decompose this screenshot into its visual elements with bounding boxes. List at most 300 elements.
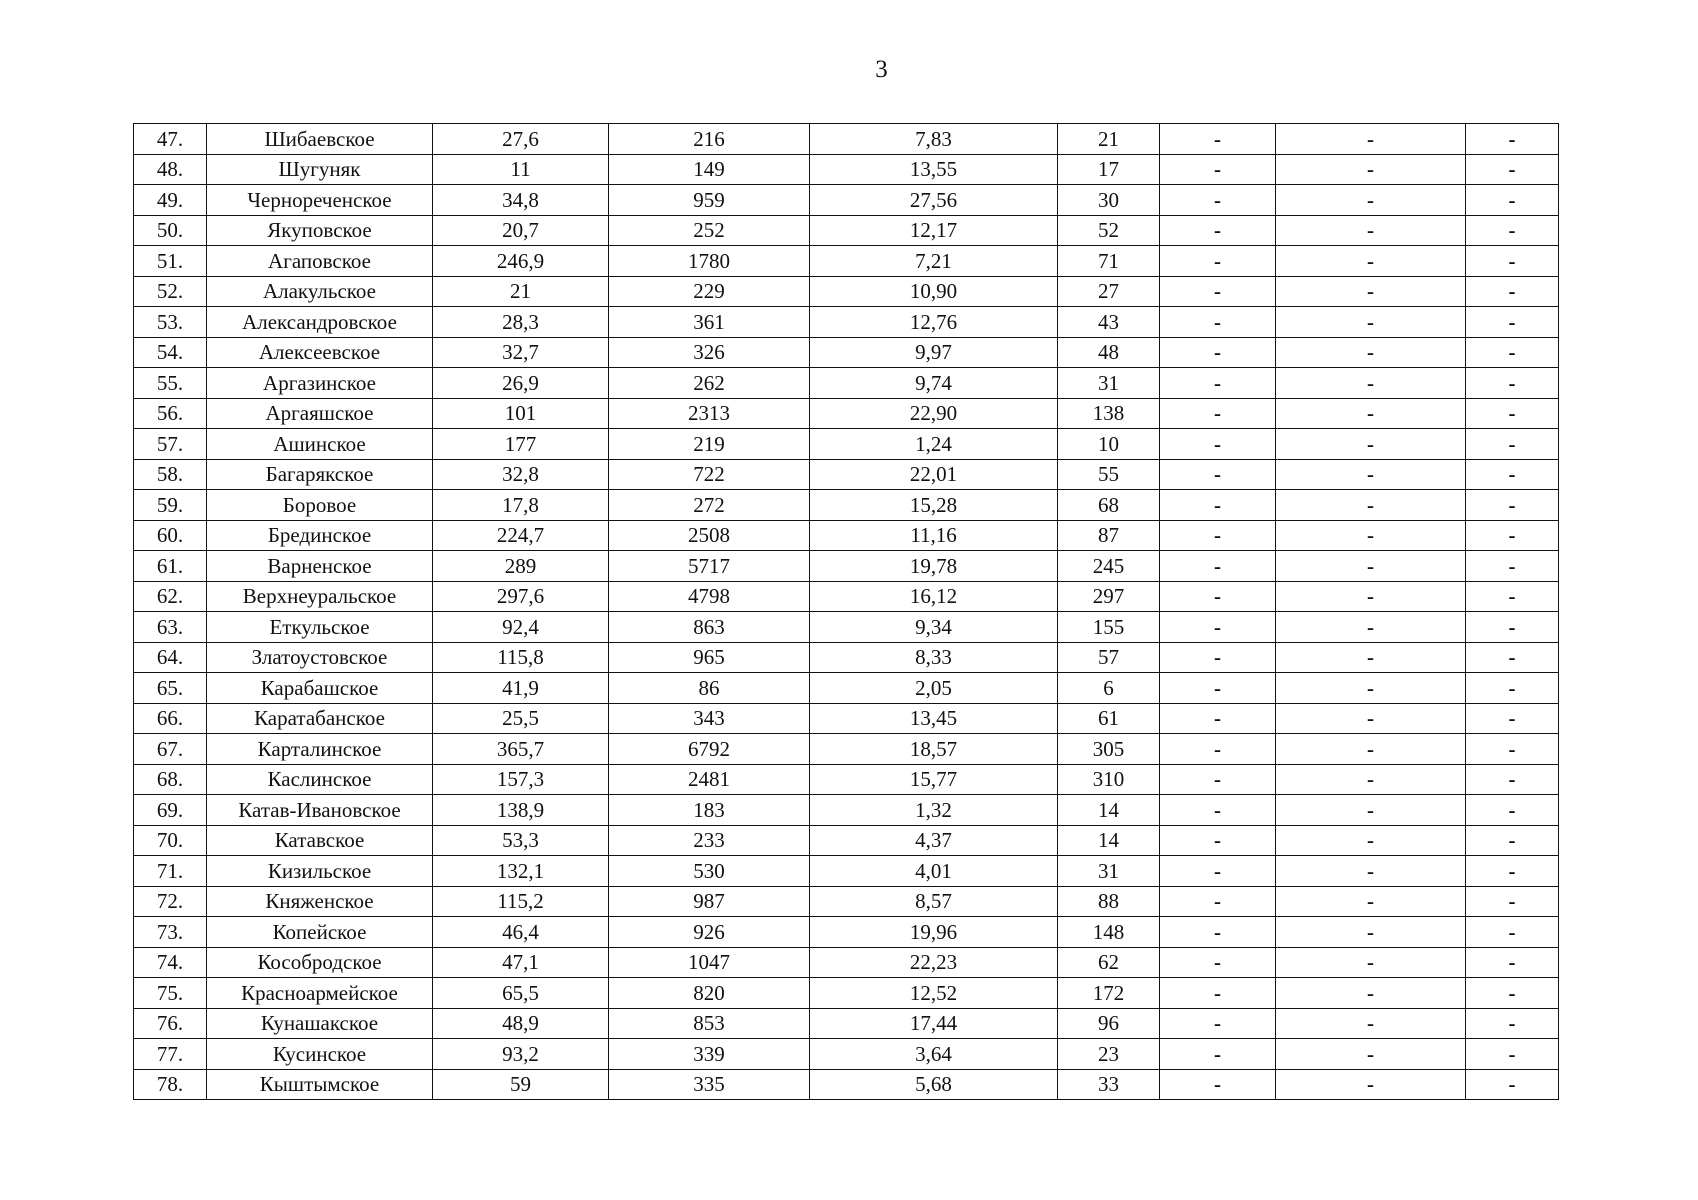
value-col-9: - — [1466, 795, 1559, 826]
value-col-4: 2508 — [609, 520, 810, 551]
value-col-5: 19,96 — [810, 917, 1058, 948]
row-number: 77. — [134, 1039, 207, 1070]
value-col-4: 722 — [609, 459, 810, 490]
value-col-3: 157,3 — [433, 764, 609, 795]
value-col-7: - — [1160, 368, 1276, 399]
value-col-8: - — [1276, 185, 1466, 216]
value-col-6: 245 — [1058, 551, 1160, 582]
value-col-6: 55 — [1058, 459, 1160, 490]
value-col-3: 11 — [433, 154, 609, 185]
value-col-4: 965 — [609, 642, 810, 673]
value-col-4: 86 — [609, 673, 810, 704]
settlement-name: Кунашакское — [207, 1008, 433, 1039]
value-col-6: 62 — [1058, 947, 1160, 978]
table-row — [134, 886, 1559, 917]
value-col-9: - — [1466, 368, 1559, 399]
value-col-7: - — [1160, 734, 1276, 765]
value-col-5: 16,12 — [810, 581, 1058, 612]
settlement-name: Алексеевское — [207, 337, 433, 368]
value-col-7: - — [1160, 856, 1276, 887]
value-col-6: 172 — [1058, 978, 1160, 1009]
table-row — [134, 673, 1559, 704]
settlement-name: Княженское — [207, 886, 433, 917]
value-col-8: - — [1276, 307, 1466, 338]
value-col-3: 246,9 — [433, 246, 609, 277]
value-col-7: - — [1160, 1039, 1276, 1070]
value-col-5: 1,24 — [810, 429, 1058, 460]
table-row — [134, 1039, 1559, 1070]
value-col-9: - — [1466, 947, 1559, 978]
table-row — [134, 307, 1559, 338]
value-col-5: 22,23 — [810, 947, 1058, 978]
value-col-5: 18,57 — [810, 734, 1058, 765]
table-row — [134, 429, 1559, 460]
value-col-8: - — [1276, 124, 1466, 155]
row-number: 62. — [134, 581, 207, 612]
value-col-3: 34,8 — [433, 185, 609, 216]
table-row — [134, 856, 1559, 887]
value-col-4: 4798 — [609, 581, 810, 612]
table-row — [134, 459, 1559, 490]
value-col-9: - — [1466, 1069, 1559, 1100]
value-col-5: 12,17 — [810, 215, 1058, 246]
page-number: 3 — [875, 56, 888, 83]
value-col-6: 96 — [1058, 1008, 1160, 1039]
value-col-6: 310 — [1058, 764, 1160, 795]
value-col-7: - — [1160, 947, 1276, 978]
value-col-3: 115,2 — [433, 886, 609, 917]
table-row — [134, 215, 1559, 246]
table-row — [134, 368, 1559, 399]
value-col-5: 9,97 — [810, 337, 1058, 368]
value-col-4: 272 — [609, 490, 810, 521]
value-col-5: 15,77 — [810, 764, 1058, 795]
table-row — [134, 947, 1559, 978]
value-col-8: - — [1276, 886, 1466, 917]
settlement-name: Каратабанское — [207, 703, 433, 734]
value-col-8: - — [1276, 337, 1466, 368]
settlement-name: Ашинское — [207, 429, 433, 460]
value-col-5: 9,74 — [810, 368, 1058, 399]
value-col-4: 183 — [609, 795, 810, 826]
value-col-7: - — [1160, 825, 1276, 856]
value-col-6: 297 — [1058, 581, 1160, 612]
value-col-3: 297,6 — [433, 581, 609, 612]
value-col-5: 19,78 — [810, 551, 1058, 582]
value-col-4: 863 — [609, 612, 810, 643]
value-col-9: - — [1466, 246, 1559, 277]
value-col-7: - — [1160, 520, 1276, 551]
value-col-8: - — [1276, 215, 1466, 246]
row-number: 72. — [134, 886, 207, 917]
value-col-9: - — [1466, 978, 1559, 1009]
value-col-7: - — [1160, 490, 1276, 521]
value-col-6: 17 — [1058, 154, 1160, 185]
settlement-name: Кизильское — [207, 856, 433, 887]
value-col-8: - — [1276, 490, 1466, 521]
value-col-3: 59 — [433, 1069, 609, 1100]
value-col-4: 326 — [609, 337, 810, 368]
table-row — [134, 917, 1559, 948]
value-col-3: 65,5 — [433, 978, 609, 1009]
row-number: 53. — [134, 307, 207, 338]
value-col-8: - — [1276, 856, 1466, 887]
value-col-6: 14 — [1058, 825, 1160, 856]
table-row — [134, 398, 1559, 429]
value-col-9: - — [1466, 734, 1559, 765]
settlement-name: Боровое — [207, 490, 433, 521]
table-row — [134, 246, 1559, 277]
value-col-4: 987 — [609, 886, 810, 917]
value-col-5: 13,55 — [810, 154, 1058, 185]
value-col-8: - — [1276, 673, 1466, 704]
settlement-name: Якуповское — [207, 215, 433, 246]
settlement-name: Карталинское — [207, 734, 433, 765]
row-number: 59. — [134, 490, 207, 521]
table-row — [134, 1069, 1559, 1100]
table-row — [134, 551, 1559, 582]
table-row — [134, 764, 1559, 795]
value-col-9: - — [1466, 551, 1559, 582]
row-number: 60. — [134, 520, 207, 551]
value-col-3: 17,8 — [433, 490, 609, 521]
value-col-3: 26,9 — [433, 368, 609, 399]
value-col-9: - — [1466, 703, 1559, 734]
value-col-7: - — [1160, 581, 1276, 612]
value-col-6: 27 — [1058, 276, 1160, 307]
value-col-3: 93,2 — [433, 1039, 609, 1070]
value-col-5: 8,33 — [810, 642, 1058, 673]
settlement-name: Копейское — [207, 917, 433, 948]
value-col-8: - — [1276, 947, 1466, 978]
value-col-4: 853 — [609, 1008, 810, 1039]
value-col-3: 28,3 — [433, 307, 609, 338]
value-col-7: - — [1160, 642, 1276, 673]
value-col-8: - — [1276, 246, 1466, 277]
value-col-7: - — [1160, 337, 1276, 368]
value-col-7: - — [1160, 307, 1276, 338]
value-col-7: - — [1160, 154, 1276, 185]
settlement-name: Брединское — [207, 520, 433, 551]
value-col-8: - — [1276, 1008, 1466, 1039]
settlement-name: Аргаяшское — [207, 398, 433, 429]
table-row — [134, 124, 1559, 155]
value-col-7: - — [1160, 276, 1276, 307]
value-col-8: - — [1276, 978, 1466, 1009]
value-col-9: - — [1466, 185, 1559, 216]
value-col-8: - — [1276, 917, 1466, 948]
value-col-8: - — [1276, 551, 1466, 582]
row-number: 55. — [134, 368, 207, 399]
table-row — [134, 734, 1559, 765]
value-col-3: 32,8 — [433, 459, 609, 490]
row-number: 66. — [134, 703, 207, 734]
settlement-name: Карабашское — [207, 673, 433, 704]
value-col-9: - — [1466, 154, 1559, 185]
value-col-4: 1780 — [609, 246, 810, 277]
row-number: 57. — [134, 429, 207, 460]
value-col-6: 52 — [1058, 215, 1160, 246]
value-col-4: 926 — [609, 917, 810, 948]
value-col-9: - — [1466, 856, 1559, 887]
settlement-name: Катав-Ивановское — [207, 795, 433, 826]
row-number: 70. — [134, 825, 207, 856]
value-col-4: 219 — [609, 429, 810, 460]
value-col-4: 2481 — [609, 764, 810, 795]
value-col-6: 88 — [1058, 886, 1160, 917]
table-row — [134, 795, 1559, 826]
value-col-5: 5,68 — [810, 1069, 1058, 1100]
value-col-9: - — [1466, 459, 1559, 490]
value-col-8: - — [1276, 642, 1466, 673]
value-col-4: 233 — [609, 825, 810, 856]
row-number: 71. — [134, 856, 207, 887]
value-col-5: 9,34 — [810, 612, 1058, 643]
value-col-8: - — [1276, 154, 1466, 185]
value-col-5: 12,52 — [810, 978, 1058, 1009]
row-number: 78. — [134, 1069, 207, 1100]
settlement-name: Александровское — [207, 307, 433, 338]
value-col-5: 15,28 — [810, 490, 1058, 521]
value-col-9: - — [1466, 642, 1559, 673]
value-col-7: - — [1160, 215, 1276, 246]
settlement-name: Красноармейское — [207, 978, 433, 1009]
table-row — [134, 978, 1559, 1009]
settlement-name: Каслинское — [207, 764, 433, 795]
value-col-4: 339 — [609, 1039, 810, 1070]
value-col-5: 3,64 — [810, 1039, 1058, 1070]
row-number: 74. — [134, 947, 207, 978]
table-row — [134, 490, 1559, 521]
data-table — [133, 123, 1559, 1100]
value-col-3: 25,5 — [433, 703, 609, 734]
value-col-4: 6792 — [609, 734, 810, 765]
value-col-5: 1,32 — [810, 795, 1058, 826]
row-number: 48. — [134, 154, 207, 185]
value-col-3: 289 — [433, 551, 609, 582]
value-col-7: - — [1160, 429, 1276, 460]
table-row — [134, 1008, 1559, 1039]
value-col-5: 10,90 — [810, 276, 1058, 307]
table-row — [134, 337, 1559, 368]
row-number: 73. — [134, 917, 207, 948]
row-number: 52. — [134, 276, 207, 307]
value-col-4: 216 — [609, 124, 810, 155]
table-body — [134, 124, 1559, 1100]
settlement-name: Багарякское — [207, 459, 433, 490]
value-col-9: - — [1466, 520, 1559, 551]
settlement-name: Шугуняк — [207, 154, 433, 185]
value-col-9: - — [1466, 490, 1559, 521]
value-col-6: 33 — [1058, 1069, 1160, 1100]
value-col-8: - — [1276, 764, 1466, 795]
value-col-8: - — [1276, 1069, 1466, 1100]
settlement-name: Златоустовское — [207, 642, 433, 673]
value-col-9: - — [1466, 886, 1559, 917]
table-row — [134, 185, 1559, 216]
value-col-9: - — [1466, 429, 1559, 460]
value-col-7: - — [1160, 795, 1276, 826]
value-col-3: 47,1 — [433, 947, 609, 978]
value-col-3: 32,7 — [433, 337, 609, 368]
value-col-7: - — [1160, 246, 1276, 277]
value-col-4: 262 — [609, 368, 810, 399]
value-col-9: - — [1466, 673, 1559, 704]
table-row — [134, 520, 1559, 551]
value-col-7: - — [1160, 1008, 1276, 1039]
row-number: 49. — [134, 185, 207, 216]
value-col-7: - — [1160, 1069, 1276, 1100]
value-col-9: - — [1466, 337, 1559, 368]
value-col-7: - — [1160, 673, 1276, 704]
value-col-8: - — [1276, 795, 1466, 826]
value-col-3: 92,4 — [433, 612, 609, 643]
value-col-3: 101 — [433, 398, 609, 429]
value-col-8: - — [1276, 612, 1466, 643]
value-col-5: 22,90 — [810, 398, 1058, 429]
table-row — [134, 703, 1559, 734]
value-col-6: 57 — [1058, 642, 1160, 673]
value-col-6: 61 — [1058, 703, 1160, 734]
value-col-9: - — [1466, 215, 1559, 246]
value-col-8: - — [1276, 459, 1466, 490]
value-col-5: 8,57 — [810, 886, 1058, 917]
value-col-7: - — [1160, 551, 1276, 582]
value-col-4: 335 — [609, 1069, 810, 1100]
value-col-7: - — [1160, 703, 1276, 734]
value-col-3: 27,6 — [433, 124, 609, 155]
value-col-8: - — [1276, 734, 1466, 765]
value-col-9: - — [1466, 764, 1559, 795]
value-col-7: - — [1160, 917, 1276, 948]
value-col-4: 361 — [609, 307, 810, 338]
value-col-8: - — [1276, 825, 1466, 856]
value-col-9: - — [1466, 1039, 1559, 1070]
table-row — [134, 825, 1559, 856]
settlement-name: Алакульское — [207, 276, 433, 307]
value-col-6: 6 — [1058, 673, 1160, 704]
settlement-name: Кособродское — [207, 947, 433, 978]
value-col-9: - — [1466, 398, 1559, 429]
table-row — [134, 154, 1559, 185]
value-col-6: 155 — [1058, 612, 1160, 643]
value-col-8: - — [1276, 429, 1466, 460]
value-col-6: 148 — [1058, 917, 1160, 948]
value-col-3: 53,3 — [433, 825, 609, 856]
value-col-3: 115,8 — [433, 642, 609, 673]
value-col-4: 5717 — [609, 551, 810, 582]
row-number: 47. — [134, 124, 207, 155]
value-col-3: 138,9 — [433, 795, 609, 826]
value-col-3: 20,7 — [433, 215, 609, 246]
row-number: 56. — [134, 398, 207, 429]
settlement-name: Еткульское — [207, 612, 433, 643]
value-col-6: 31 — [1058, 368, 1160, 399]
value-col-4: 530 — [609, 856, 810, 887]
value-col-3: 41,9 — [433, 673, 609, 704]
value-col-9: - — [1466, 825, 1559, 856]
value-col-9: - — [1466, 581, 1559, 612]
value-col-6: 68 — [1058, 490, 1160, 521]
value-col-3: 48,9 — [433, 1008, 609, 1039]
value-col-7: - — [1160, 764, 1276, 795]
row-number: 65. — [134, 673, 207, 704]
value-col-6: 87 — [1058, 520, 1160, 551]
value-col-5: 22,01 — [810, 459, 1058, 490]
value-col-7: - — [1160, 459, 1276, 490]
value-col-5: 17,44 — [810, 1008, 1058, 1039]
value-col-4: 343 — [609, 703, 810, 734]
value-col-6: 21 — [1058, 124, 1160, 155]
value-col-4: 2313 — [609, 398, 810, 429]
value-col-9: - — [1466, 124, 1559, 155]
settlement-name: Чернореченское — [207, 185, 433, 216]
value-col-5: 7,83 — [810, 124, 1058, 155]
table-row — [134, 612, 1559, 643]
value-col-6: 14 — [1058, 795, 1160, 826]
value-col-3: 177 — [433, 429, 609, 460]
row-number: 51. — [134, 246, 207, 277]
value-col-8: - — [1276, 520, 1466, 551]
row-number: 69. — [134, 795, 207, 826]
row-number: 68. — [134, 764, 207, 795]
value-col-7: - — [1160, 124, 1276, 155]
value-col-7: - — [1160, 185, 1276, 216]
value-col-9: - — [1466, 917, 1559, 948]
value-col-4: 229 — [609, 276, 810, 307]
value-col-8: - — [1276, 276, 1466, 307]
value-col-8: - — [1276, 1039, 1466, 1070]
row-number: 50. — [134, 215, 207, 246]
row-number: 67. — [134, 734, 207, 765]
settlement-name: Варненское — [207, 551, 433, 582]
value-col-7: - — [1160, 398, 1276, 429]
table-row — [134, 581, 1559, 612]
value-col-6: 31 — [1058, 856, 1160, 887]
value-col-7: - — [1160, 978, 1276, 1009]
value-col-6: 138 — [1058, 398, 1160, 429]
value-col-9: - — [1466, 1008, 1559, 1039]
value-col-8: - — [1276, 581, 1466, 612]
value-col-5: 7,21 — [810, 246, 1058, 277]
value-col-5: 4,01 — [810, 856, 1058, 887]
value-col-7: - — [1160, 886, 1276, 917]
value-col-5: 11,16 — [810, 520, 1058, 551]
value-col-5: 13,45 — [810, 703, 1058, 734]
row-number: 64. — [134, 642, 207, 673]
value-col-9: - — [1466, 276, 1559, 307]
value-col-3: 365,7 — [433, 734, 609, 765]
table-row — [134, 276, 1559, 307]
value-col-4: 1047 — [609, 947, 810, 978]
value-col-6: 30 — [1058, 185, 1160, 216]
settlement-name: Агаповское — [207, 246, 433, 277]
value-col-9: - — [1466, 307, 1559, 338]
row-number: 63. — [134, 612, 207, 643]
value-col-9: - — [1466, 612, 1559, 643]
value-col-6: 23 — [1058, 1039, 1160, 1070]
value-col-6: 305 — [1058, 734, 1160, 765]
value-col-4: 959 — [609, 185, 810, 216]
value-col-6: 48 — [1058, 337, 1160, 368]
value-col-3: 46,4 — [433, 917, 609, 948]
settlement-name: Кыштымское — [207, 1069, 433, 1100]
settlement-name: Шибаевское — [207, 124, 433, 155]
value-col-3: 132,1 — [433, 856, 609, 887]
value-col-4: 252 — [609, 215, 810, 246]
settlement-name: Аргазинское — [207, 368, 433, 399]
value-col-3: 224,7 — [433, 520, 609, 551]
